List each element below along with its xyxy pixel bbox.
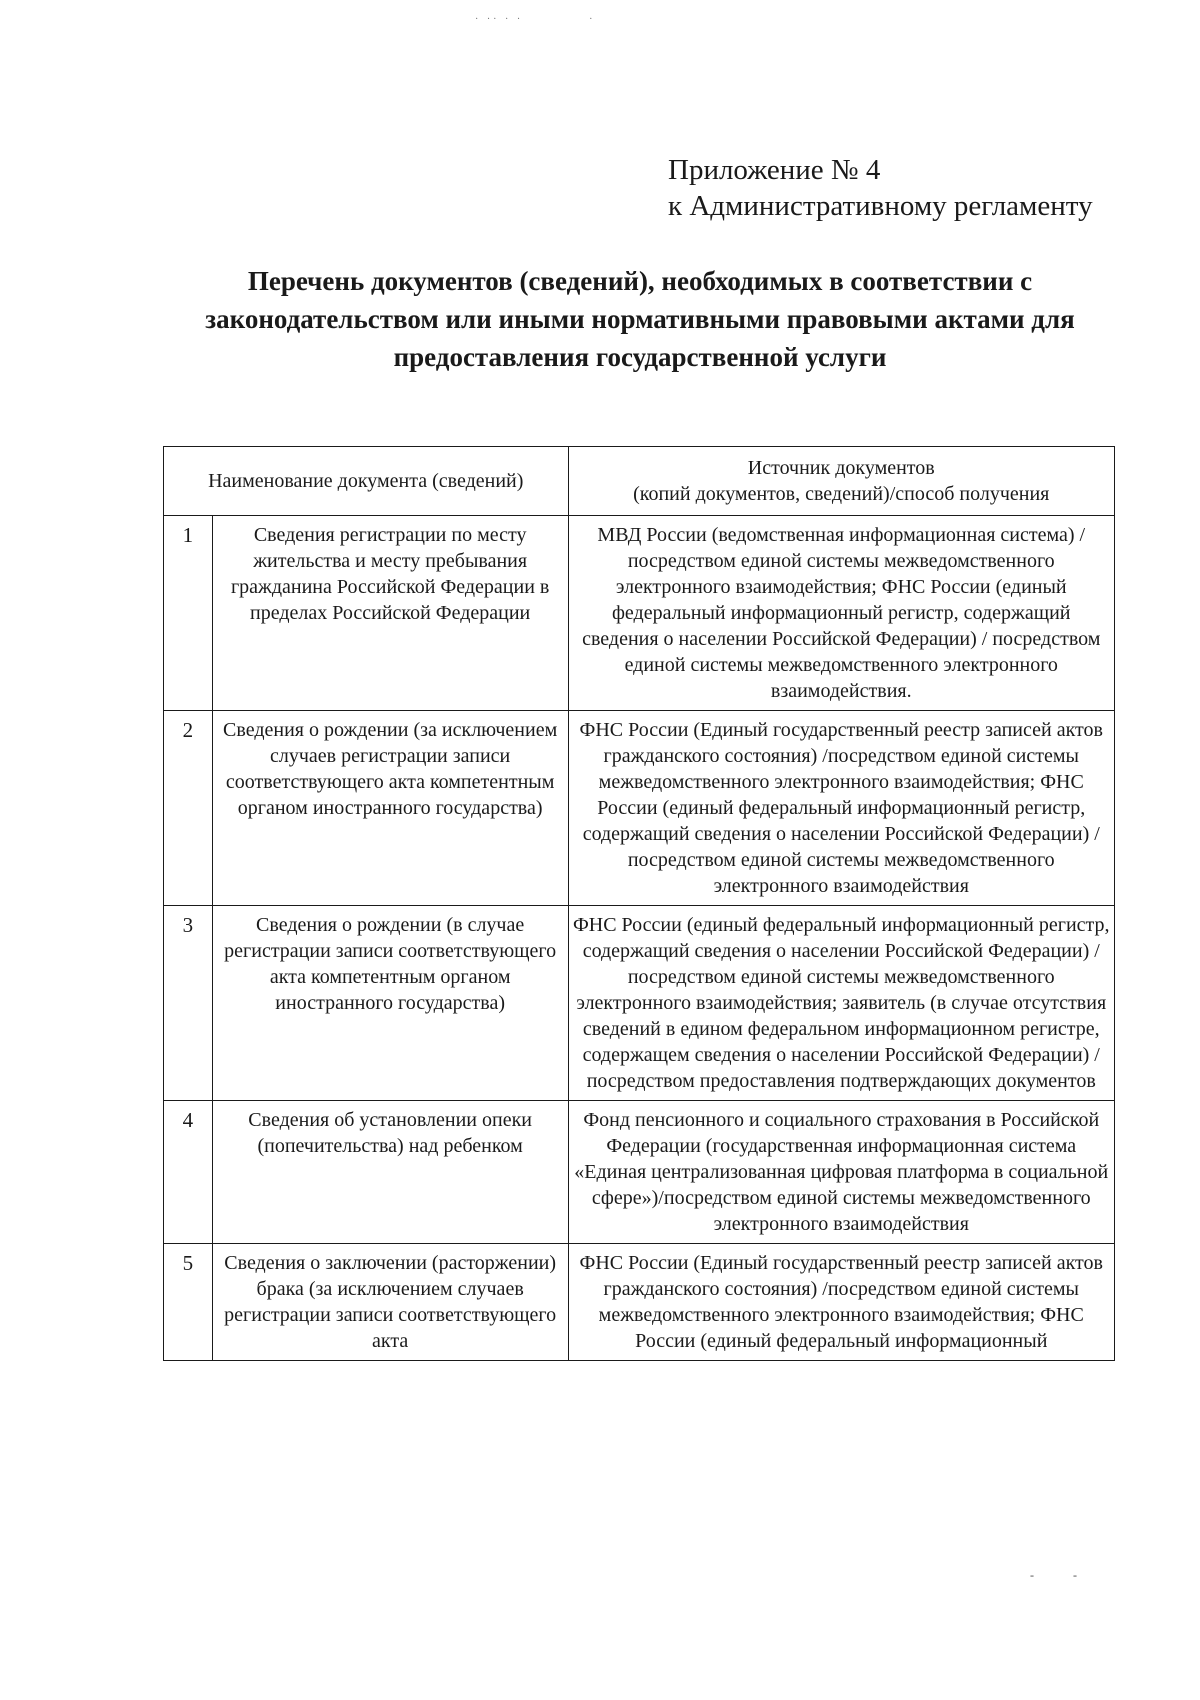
row-number: 4 xyxy=(164,1101,213,1244)
table-row xyxy=(164,516,1115,711)
row-number: 5 xyxy=(164,1244,213,1361)
row-document-source: МВД России (ведомственная информационная система) /посредством единой системы межведомственного электронного взаимодействия; ФНС России (единый федеральный информационный регистр, содержащий сведения о населении Российской Федерации) / посредством единой системы межведомственного электронного взаимодействия. xyxy=(568,516,1115,711)
row-number: 1 xyxy=(164,516,213,711)
document-title: Перечень документов (сведений), необходимых в соответствии с законодательством или иными нормативными правовыми актами для предоставления государственной услуги xyxy=(205,266,1075,372)
row-document-source: ФНС России (единый федеральный информационный регистр, содержащий сведения о населении Российской Федерации) /посредством единой системы межведомственного электронного взаимодействия; заявитель (в случае отсутствия сведений в едином федеральном информационном регистре, содержащем сведения о населении Российской Федерации) /посредством предоставления подтверждающих документов xyxy=(568,906,1115,1101)
row-number: 2 xyxy=(164,711,213,906)
row-document-name: Сведения о рождении (за исключением случаев регистрации записи соответствующего акта компетентным органом иностранного государства) xyxy=(212,711,568,906)
scan-mark: - - xyxy=(1030,1568,1095,1582)
appendix-reference: к Административному регламенту xyxy=(668,190,1093,222)
header-document-source xyxy=(568,447,1115,516)
table-row xyxy=(164,1101,1115,1244)
row-number: 3 xyxy=(164,906,213,1101)
row-document-source: ФНС России (Единый государственный реестр записей актов гражданского состояния) /посредством единой системы межведомственного электронного взаимодействия; ФНС России (единый федеральный информационный регистр, содержащий сведения о населении Российской Федерации) / посредством единой системы межведомственного электронного взаимодействия xyxy=(568,711,1115,906)
header-source-line2: (копий документов, сведений)/способ получения xyxy=(633,483,1050,505)
row-document-name: Сведения о рождении (в случае регистрации записи соответствующего акта компетентным органом иностранного государства) xyxy=(212,906,568,1101)
table-row xyxy=(164,906,1115,1101)
row-document-name: Сведения регистрации по месту жительства и месту пребывания гражданина Российской Федерации в пределах Российской Федерации xyxy=(212,516,568,711)
header-document-name: Наименование документа (сведений) xyxy=(164,447,569,516)
documents-table xyxy=(163,446,1115,1361)
row-document-source: Фонд пенсионного и социального страхования в Российской Федерации (государственная информационная система «Единая централизованная цифровая платформа в социальной сфере»)/посредством единой системы межведомственного электронного взаимодействия xyxy=(568,1101,1115,1244)
header-source-line1: Источник документов xyxy=(747,457,935,479)
appendix-header xyxy=(668,152,1093,224)
row-document-name: Сведения об установлении опеки (попечительства) над ребенком xyxy=(212,1101,568,1244)
row-document-source: ФНС России (Единый государственный реестр записей актов гражданского состояния) /посредством единой системы межведомственного электронного взаимодействия; ФНС России (единый федеральный информационный xyxy=(568,1244,1115,1361)
scan-specks: · ·· · · · xyxy=(475,14,596,25)
table-row xyxy=(164,711,1115,906)
table-row xyxy=(164,1244,1115,1361)
appendix-number: Приложение № 4 xyxy=(668,154,881,186)
table-header-row xyxy=(164,447,1115,516)
row-document-name: Сведения о заключении (расторжении) брака (за исключением случаев регистрации записи соответствующего акта xyxy=(212,1244,568,1361)
